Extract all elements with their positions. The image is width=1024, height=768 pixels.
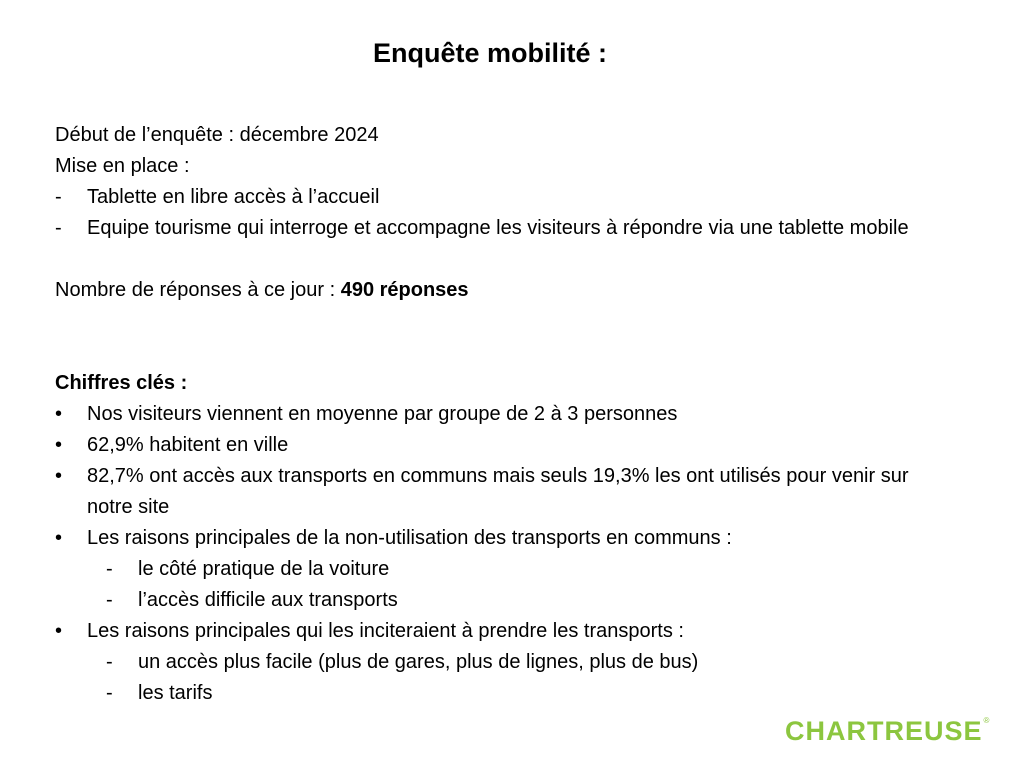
bullet-marker: • (55, 465, 63, 487)
bullet-marker: • (55, 434, 63, 456)
non-use-reason-text: l’accès difficile aux transports (138, 589, 398, 611)
dash-marker: - (106, 682, 113, 704)
setup-label: Mise en place : (55, 155, 190, 177)
responses-line (55, 275, 955, 306)
dash-marker: - (55, 217, 62, 239)
key-figure-item (55, 461, 955, 523)
setup-item (55, 182, 955, 213)
survey-start-line: Début de l’enquête : décembre 2024 (55, 124, 379, 146)
key-figure-item (55, 430, 955, 461)
dash-marker: - (106, 558, 113, 580)
non-use-reason-item (55, 554, 955, 585)
key-figures-heading: Chiffres clés : (55, 372, 188, 394)
incentive-text: les tarifs (138, 682, 213, 704)
registered-mark: ® (983, 716, 991, 725)
non-use-reason-text: le côté pratique de la voiture (138, 558, 390, 580)
dash-marker: - (55, 186, 62, 208)
key-figure-text: 82,7% ont accès aux transports en communs mais seuls 19,3% les ont utilisés pour venir sur notre site (87, 465, 909, 518)
logo-text: CHARTREUSE (785, 716, 983, 746)
key-figure-text: Nos visiteurs viennent en moyenne par groupe de 2 à 3 personnes (87, 403, 678, 425)
key-figure-text: Les raisons principales de la non-utilisation des transports en communs : (87, 527, 732, 549)
slide-content (55, 120, 955, 709)
bullet-marker: • (55, 620, 63, 642)
setup-item-text: Tablette en libre accès à l’accueil (87, 186, 380, 208)
key-figure-text: Les raisons principales qui les inciteraient à prendre les transports : (87, 620, 684, 642)
setup-item (55, 213, 955, 244)
incentive-text: un accès plus facile (plus de gares, plus de lignes, plus de bus) (138, 651, 699, 673)
dash-marker: - (106, 651, 113, 673)
incentive-item (55, 647, 955, 678)
key-figure-item (55, 616, 955, 647)
key-figure-item (55, 523, 955, 554)
slide-title: Enquête mobilité : (372, 38, 607, 68)
responses-count: 490 réponses (340, 279, 469, 301)
non-use-reason-item (55, 585, 955, 616)
key-figure-text: 62,9% habitent en ville (87, 434, 289, 456)
chartreuse-logo (785, 716, 990, 747)
bullet-marker: • (55, 527, 63, 549)
setup-item-text: Equipe tourisme qui interroge et accompagne les visiteurs à répondre via une tablette mobile (87, 217, 909, 239)
key-figure-item (55, 399, 955, 430)
bullet-marker: • (55, 403, 63, 425)
incentive-item (55, 678, 955, 709)
responses-label: Nombre de réponses à ce jour : (55, 279, 341, 301)
dash-marker: - (106, 589, 113, 611)
